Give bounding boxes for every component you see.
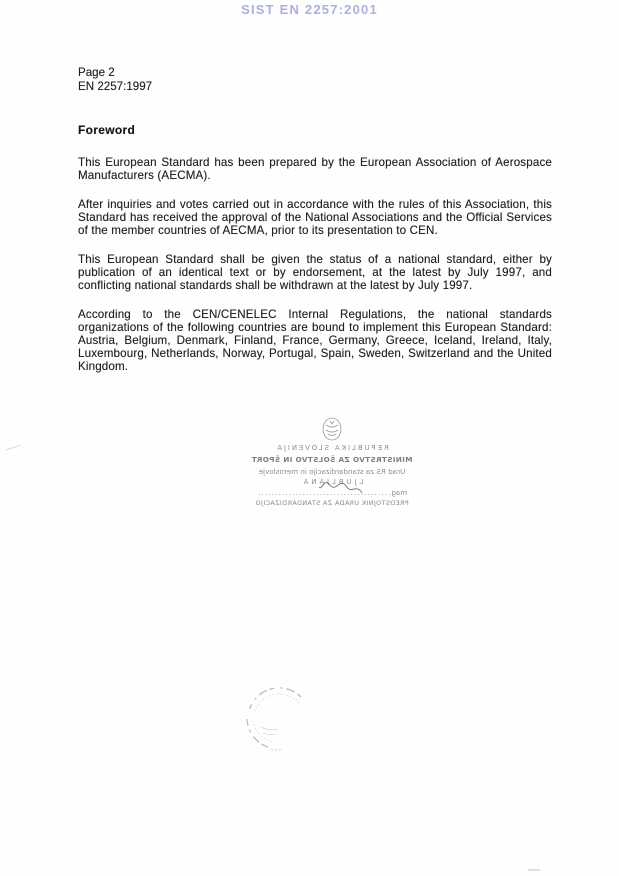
stamp-office-line: Urad RS za standardizacijo in meroslovje	[258, 467, 406, 476]
paragraph-prepared-by: This European Standard has been prepared by the European Association of Aerospace Manufacturers (AECMA).	[78, 156, 552, 182]
stamp-footer-line: PREDSTOJNIK URADA ZA STANDARDIZACIJO	[255, 499, 409, 507]
stamp-signature-line	[236, 489, 428, 497]
page-info-block	[78, 66, 152, 93]
paragraph-national-status: This European Standard shall be given the status of a national standard, either by publication of an identical text or by endorsement, at the latest by July 1997, and conflicting national standards shall be withdrawn at the latest by July 1997.	[78, 253, 552, 292]
ministry-stamp-bleedthrough	[236, 416, 428, 507]
foreword-body	[78, 156, 552, 389]
signature-title-prefix: mag.	[389, 489, 408, 497]
paragraph-approval: After inquiries and votes carried out in accordance with the rules of this Association, this Standard has received the approval of the National Associations and the Official Services of the member countries of AECMA, prior to its presentation to CEN.	[78, 198, 552, 237]
paragraph-member-countries: According to the CEN/CENELEC Internal Regulations, the national standards organizations of the following countries are bound to implement this European Standard: Austria, Belgium, Denmark, Finland, France, Germany, Greece, Iceland, Ireland, Italy, Luxembourg, Netherlands, Norway, Portugal, Spain, Sweden, Switzerland and the United Kingdom.	[78, 308, 552, 373]
scan-artifact-bottom	[528, 869, 540, 871]
scan-artifact-left-edge	[5, 445, 22, 457]
document-number-label: EN 2257:1997	[78, 79, 153, 93]
sist-watermark-header: SIST EN 2257:2001	[241, 2, 378, 17]
signature-dotted-line: ......................................	[256, 489, 388, 497]
section-title-foreword: Foreword	[78, 123, 136, 137]
stamp-ministry-line: MINISTRSTVO ZA ŠOLSTVO IN ŠPORT	[251, 455, 413, 464]
signature-scribble	[318, 481, 364, 497]
round-seal-stamp	[241, 681, 313, 753]
stamp-country-line: REPUBLIKA SLOVENIJA	[275, 444, 389, 452]
coat-of-arms-icon	[236, 416, 428, 442]
page-number-label: Page 2	[78, 66, 115, 79]
stamp-city-line: LJUBLJANA	[300, 478, 364, 486]
